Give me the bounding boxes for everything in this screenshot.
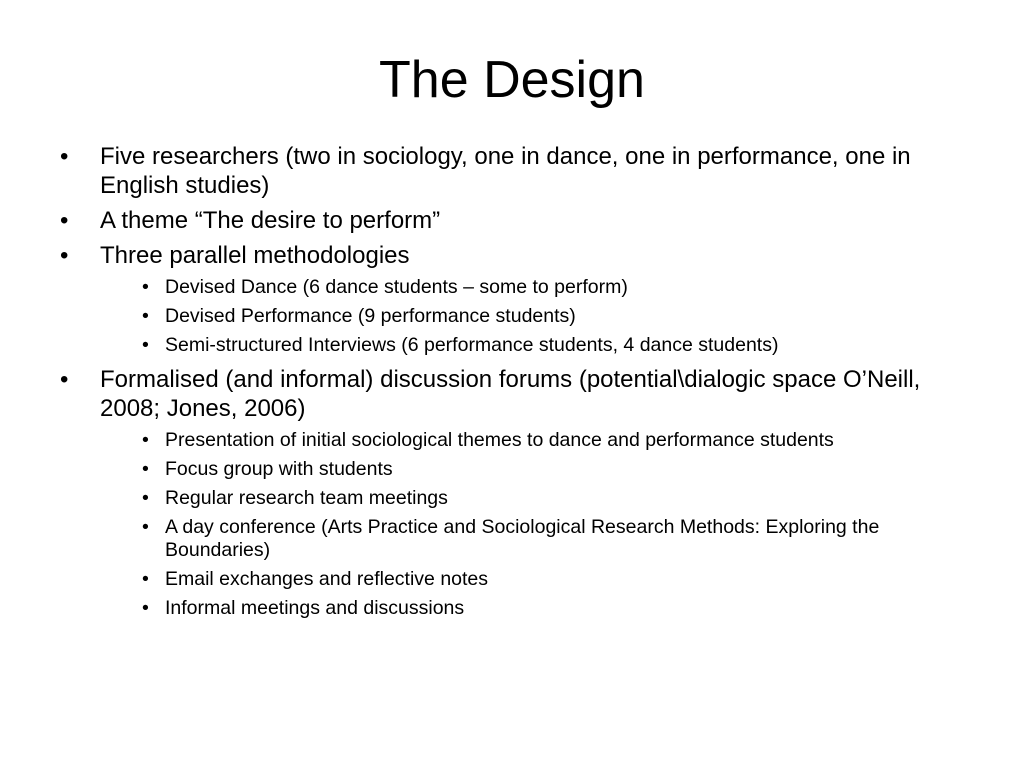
bullet-icon: • (142, 487, 149, 509)
sub-bullet-text: Semi-structured Interviews (6 performance students, 4 dance students) (165, 334, 779, 356)
bullet-icon: • (142, 458, 149, 480)
bullet-text: A theme “The desire to perform” (100, 207, 441, 234)
bullet-item (52, 206, 982, 235)
sub-bullet-item (142, 305, 982, 328)
sub-bullet-item (142, 516, 982, 562)
bullet-item (52, 365, 982, 423)
sub-bullet-item (142, 487, 982, 510)
bullet-icon: • (142, 516, 149, 538)
sub-bullet-group (52, 276, 982, 357)
sub-bullet-text: A day conference (Arts Practice and Sociological Research Methods: Exploring the Boundaries) (165, 516, 880, 561)
sub-bullet-text: Presentation of initial sociological themes to dance and performance students (165, 429, 834, 451)
sub-bullet-text: Focus group with students (165, 458, 393, 480)
sub-bullet-text: Email exchanges and reflective notes (165, 568, 489, 590)
sub-bullet-list (52, 429, 982, 620)
bullet-icon: • (142, 334, 149, 356)
sub-bullet-item (142, 597, 982, 620)
bullet-icon: • (60, 207, 69, 234)
sub-bullet-text: Devised Performance (9 performance students) (165, 305, 576, 327)
bullet-text: Three parallel methodologies (100, 242, 410, 269)
bullet-icon: • (142, 276, 149, 298)
sub-bullet-item (142, 568, 982, 591)
sub-bullet-list (52, 276, 982, 357)
bullet-item (52, 241, 982, 270)
bullet-icon: • (60, 242, 69, 269)
bullet-icon: • (142, 568, 149, 590)
bullet-icon: • (60, 366, 69, 393)
bullet-icon: • (142, 305, 149, 327)
sub-bullet-text: Informal meetings and discussions (165, 597, 465, 619)
sub-bullet-group (52, 429, 982, 620)
sub-bullet-text: Regular research team meetings (165, 487, 448, 509)
bullet-text: Formalised (and informal) discussion forums (potential\dialogic space O’Neill, 2008; Jones, 2006) (100, 366, 921, 422)
bullet-icon: • (142, 429, 149, 451)
bullet-icon: • (142, 597, 149, 619)
bullet-item (52, 142, 982, 200)
sub-bullet-item (142, 429, 982, 452)
sub-bullet-text: Devised Dance (6 dance students – some to perform) (165, 276, 628, 298)
slide-title: The Design (379, 51, 645, 109)
slide-body (52, 142, 982, 628)
bullet-text: Five researchers (two in sociology, one in dance, one in performance, one in English studies) (100, 143, 911, 199)
bullet-icon: • (60, 143, 69, 170)
sub-bullet-item (142, 458, 982, 481)
sub-bullet-item (142, 334, 982, 357)
bullet-list (52, 142, 982, 620)
sub-bullet-item (142, 276, 982, 299)
